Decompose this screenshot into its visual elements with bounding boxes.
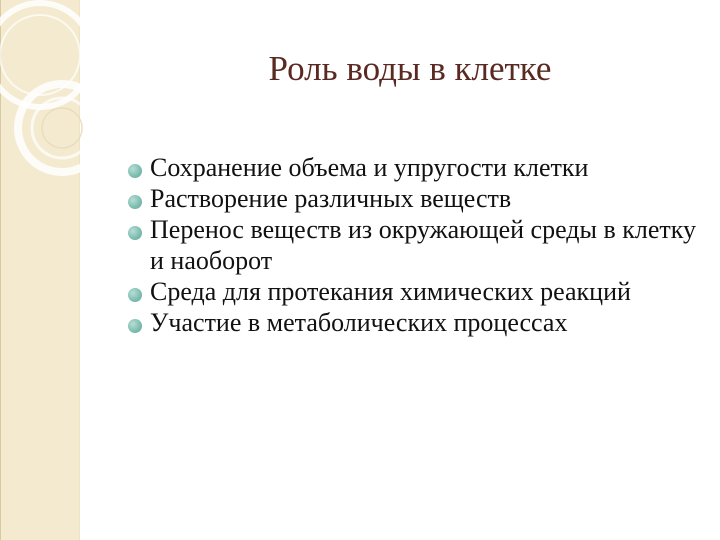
bullet-list: [128, 152, 708, 338]
circle-bullet-icon: [128, 288, 142, 302]
concentric-rings-decoration: [0, 0, 140, 230]
bullet-item: [128, 276, 708, 307]
circle-bullet-icon: [128, 226, 142, 240]
bullet-text: Перенос веществ из окружающей среды в клетку и наоборот: [150, 215, 697, 275]
bullet-text: Сохранение объема и упругости клетки: [150, 153, 589, 182]
bullet-item: [128, 183, 708, 214]
bullet-text: Растворение различных веществ: [150, 184, 512, 213]
slide-title: Роль воды в клетке: [268, 49, 552, 88]
bullet-item: [128, 152, 708, 183]
circle-bullet-icon: [128, 319, 142, 333]
bullet-text: Среда для протекания химических реакций: [150, 277, 631, 306]
circle-bullet-icon: [128, 164, 142, 178]
bullet-item: [128, 307, 708, 338]
circle-bullet-icon: [128, 195, 142, 209]
bullet-item: [128, 214, 708, 276]
bullet-text: Участие в метаболических процессах: [150, 308, 568, 337]
